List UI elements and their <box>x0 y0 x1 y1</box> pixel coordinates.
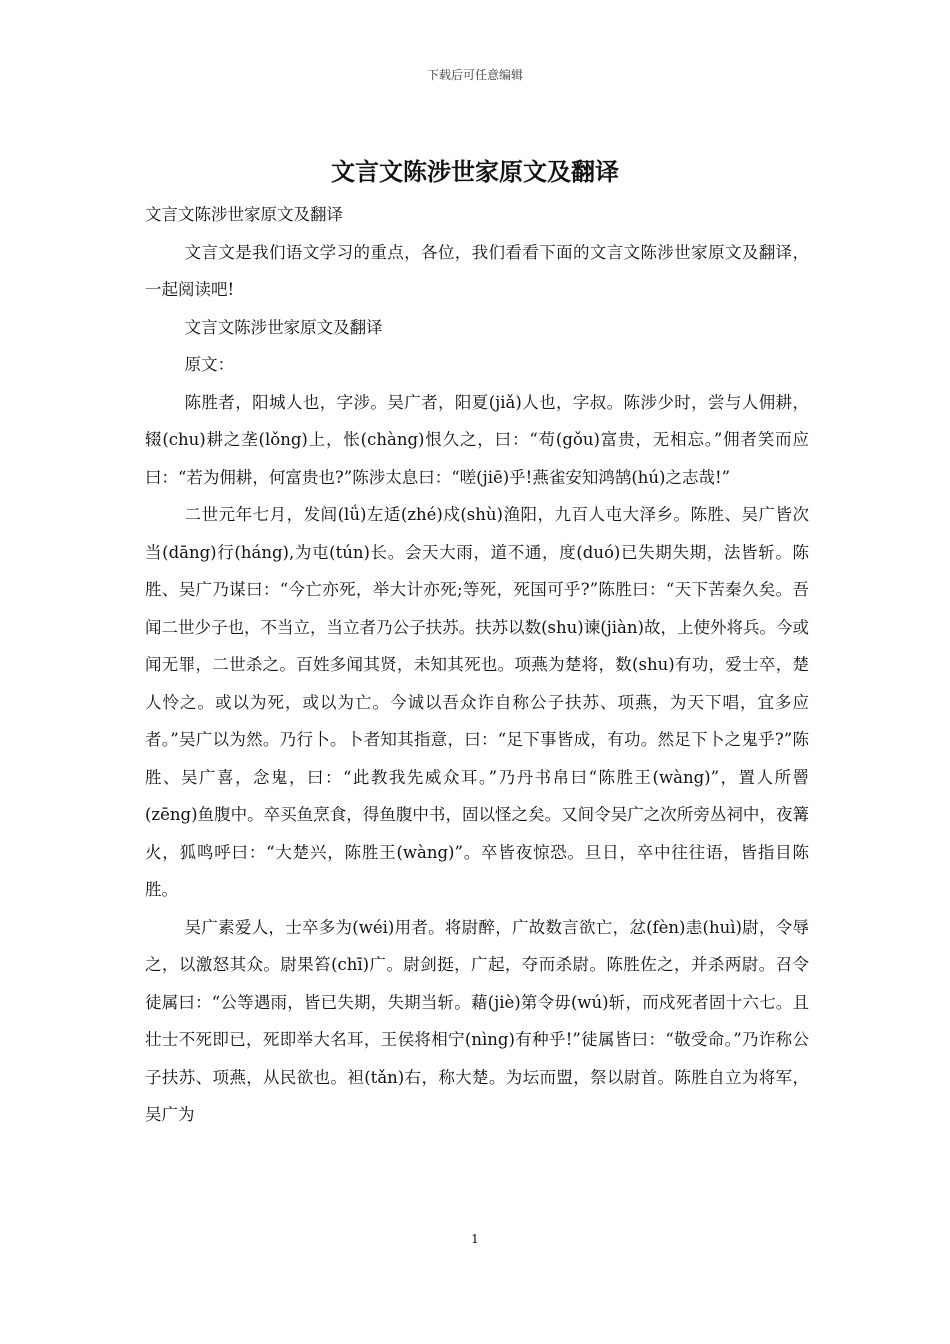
paragraph: 文言文陈涉世家原文及翻译 <box>184 317 383 337</box>
paragraph: 文言文是我们语文学习的重点，各位，我们看看下面的文言文陈涉世家原文及翻译，一起阅读吧! <box>145 242 809 299</box>
paragraph: 文言文陈涉世家原文及翻译 <box>145 205 343 224</box>
document-title: 文言文陈涉世家原文及翻译 <box>331 158 619 186</box>
document-body <box>145 196 809 1134</box>
header-note: 下载后可任意编辑 <box>426 68 523 82</box>
paragraph: 吴广素爱人，士卒多为(wéi)用者。将尉醉，广故数言欲亡，忿(fèn)恚(huì)尉，令辱之，以激怒其众。尉果笞(chī)广。尉剑挺，广起，夺而杀尉。陈胜佐之，并杀两尉。召令徒属曰：“公等遇雨，皆已失期，失期当斩。藉(jiè)第令毋(wú)斩，而戍死者固十六七。且壮士不死即已，死即举大名耳，王侯将相宁(nìng)有种乎!”徒属皆曰：“敬受命。”乃诈称公子扶苏、项燕，从民欲也。袒(tǎn)右，称大楚。为坛而盟，祭以尉首。陈胜自立为将军，吴广为 <box>145 917 809 1124</box>
paragraph: 原文： <box>184 355 235 374</box>
paragraph: 二世元年七月，发闾(lǘ)左适(zhé)戍(shù)渔阳，九百人屯大泽乡。陈胜、吴广皆次当(dāng)行(háng),为屯(tún)长。会天大雨，道不通，度(duó)已失期失期，法皆斩。陈胜、吴广乃谋曰：“今亡亦死，举大计亦死;等死，死国可乎?”陈胜曰：“天下苦秦久矣。吾闻二世少子也，不当立，当立者乃公子扶苏。扶苏以数(shu)谏(jiàn)故，上使外将兵。今或闻无罪，二世杀之。百姓多闻其贤，未知其死也。项燕为楚将，数(shu)有功，爱士卒，楚人怜之。或以为死，或以为亡。今诚以吾众诈自称公子扶苏、项燕，为天下唱，宜多应者。”吴广以为然。乃行卜。卜者知其指意，曰：“足下事皆成，有功。然足下卜之鬼乎?”陈胜、吴广喜，念鬼，曰：“此教我先威众耳。”乃丹书帛曰“陈胜王(wàng)”，置人所罾(zēng)鱼腹中。卒买鱼烹食，得鱼腹中书，固以怪之矣。又间令吴广之次所旁丛祠中，夜篝火，狐鸣呼曰：“大楚兴，陈胜王(wàng)”。卒皆夜惊恐。旦日，卒中往往语，皆指目陈胜。 <box>145 505 809 899</box>
paragraph: 陈胜者，阳城人也，字涉。吴广者，阳夏(jiǎ)人也，字叔。陈涉少时，尝与人佣耕，辍(chu)耕之垄(lǒng)上，怅(chàng)恨久之，曰：“苟(gǒu)富贵，无相忘。”佣者笑而应曰：“若为佣耕，何富贵也?”陈涉太息曰：“嗟(jiē)乎!燕雀安知鸿鹄(hú)之志哉!” <box>145 392 809 487</box>
page-number: 1 <box>471 1232 479 1246</box>
